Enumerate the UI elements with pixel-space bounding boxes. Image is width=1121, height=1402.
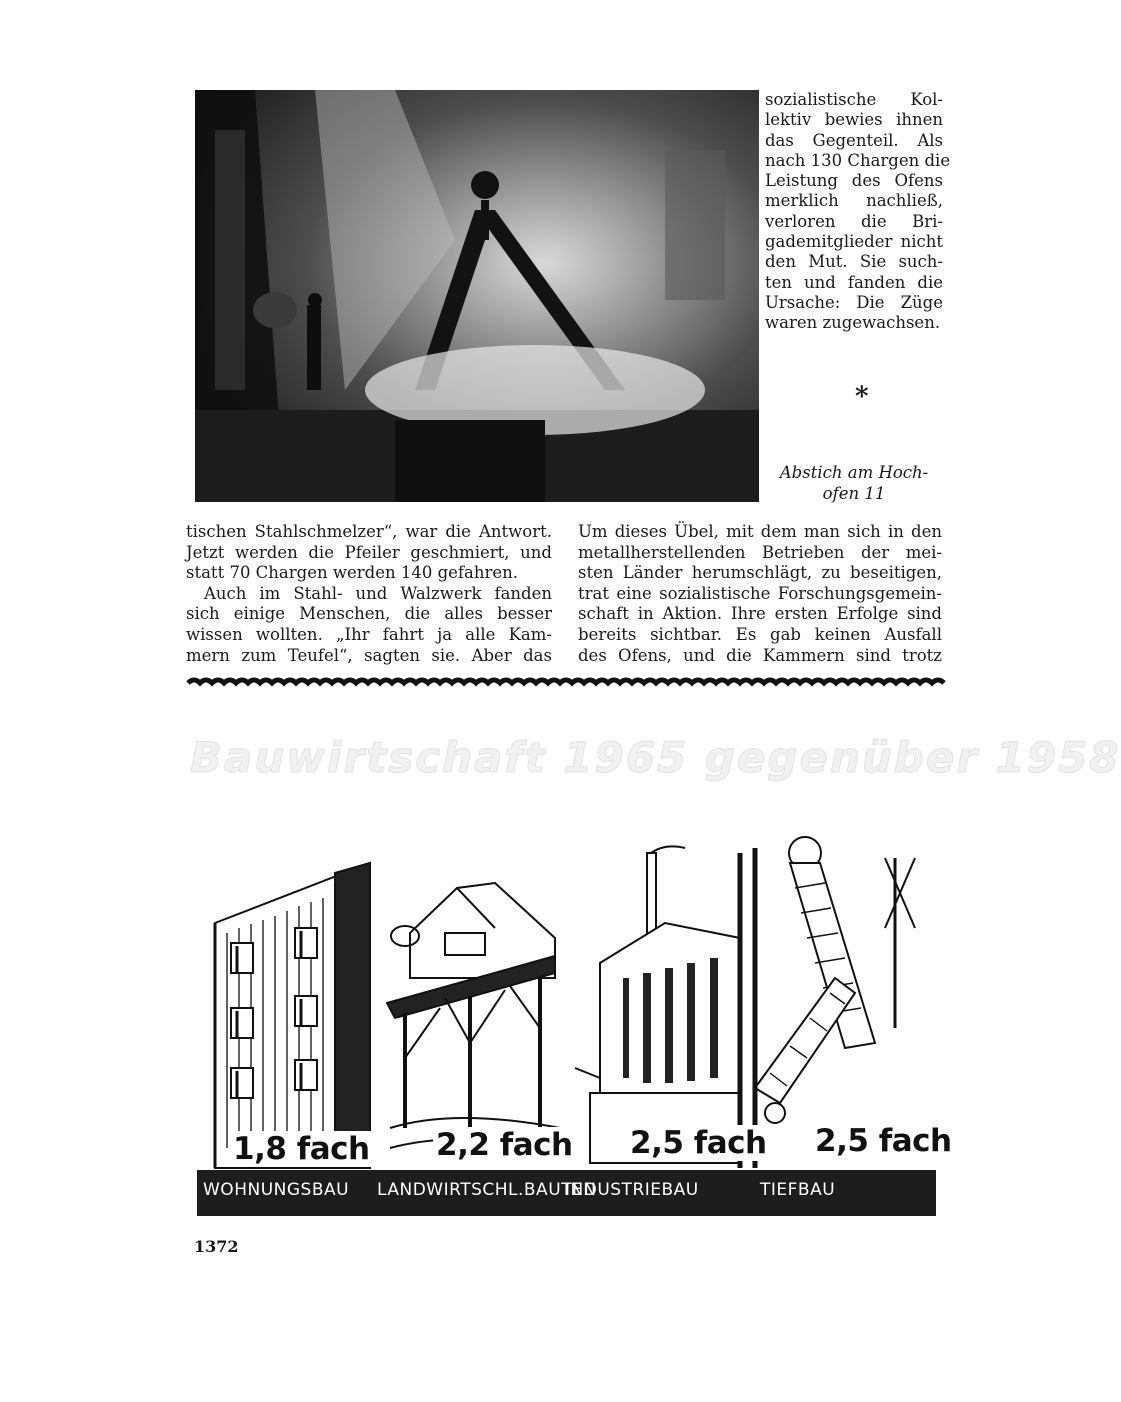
right-text-column <box>578 522 942 666</box>
caption-line: ofen 11 <box>822 484 886 503</box>
text-line: Um dieses Übel, mit dem man sich in den <box>578 522 942 541</box>
category-label: TIEFBAU <box>760 1180 836 1200</box>
sidebar-line: nach 130 Chargen die <box>765 150 951 170</box>
text-line: mern zum Teufel“, sagten sie. Aber das <box>186 645 552 665</box>
page-number: 1372 <box>194 1237 239 1256</box>
factor-label: 2,2 fach <box>433 1127 576 1163</box>
photo-caption <box>765 462 943 504</box>
left-text-column <box>186 522 552 666</box>
sidebar-text <box>765 90 951 334</box>
apartment-building-drawing <box>215 863 370 1168</box>
sidebar-line: das Gegenteil. Als <box>765 130 943 150</box>
text-line: trat eine sozialistische Forschungsgemein- <box>578 583 942 603</box>
text-line: metallherstellenden Betrieben der mei- <box>578 542 942 562</box>
sidebar-line: merklich nachließ, <box>765 191 943 211</box>
text-line: des Ofens, und die Kammern sind trotz <box>578 645 942 665</box>
caption-line: Abstich am Hoch- <box>779 463 929 482</box>
text-line: sich einige Menschen, die alles besser <box>186 604 552 624</box>
section-star: * <box>855 382 869 412</box>
category-label: LANDWIRTSCHL.BAUTEN <box>377 1180 597 1200</box>
sidebar-line: waren zugewachsen. <box>765 313 941 333</box>
photo-scene <box>195 90 759 502</box>
text-line: tischen Stahlschmelzer“, war die Antwort. <box>186 522 552 541</box>
text-line: schaft in Aktion. Ihre ersten Erfolge sind <box>578 604 942 624</box>
sidebar-line: sozialistische Kol- <box>765 90 943 109</box>
sidebar-line: lektiv bewies ihnen <box>765 110 943 130</box>
wavy-divider <box>188 675 940 691</box>
text-line: wissen wollten. „Ihr fahrt ja alle Kam- <box>186 624 552 644</box>
sidebar-line: gademitglieder nicht <box>765 232 943 252</box>
farm-buildings-drawing <box>387 883 560 1153</box>
factor-label: 2,5 fach <box>812 1123 955 1159</box>
text-line: sten Länder herumschlägt, zu beseitigen, <box>578 563 942 583</box>
category-label: WOHNUNGSBAU <box>203 1180 350 1200</box>
text-line: statt 70 Chargen werden 140 gefahren. <box>186 563 518 583</box>
category-label: INDUSTRIEBAU <box>565 1180 699 1200</box>
text-line: Auch im Stahl- und Walzwerk fanden <box>204 583 552 603</box>
text-line: Jetzt werden die Pfeiler geschmiert, und <box>186 542 552 562</box>
sidebar-line: Ursache: Die Züge <box>765 292 943 312</box>
factor-label: 2,5 fach <box>627 1125 770 1161</box>
construction-illustrations <box>195 828 937 1173</box>
factor-label: 1,8 fach <box>230 1131 373 1167</box>
sidebar-line: Leistung des Ofens <box>765 171 943 191</box>
sidebar-line: ten und fanden die <box>765 272 943 292</box>
excavator-drawing <box>755 837 915 1168</box>
factory-drawing <box>575 846 740 1168</box>
sidebar-line: den Mut. Sie such- <box>765 252 943 272</box>
sidebar-line: verloren die Bri- <box>765 211 943 231</box>
blast-furnace-photo <box>195 90 759 502</box>
chart-title: Bauwirtschaft 1965 gegenüber 1958 <box>190 733 1121 782</box>
text-line: bereits sichtbar. Es gab keinen Ausfall <box>578 624 942 644</box>
